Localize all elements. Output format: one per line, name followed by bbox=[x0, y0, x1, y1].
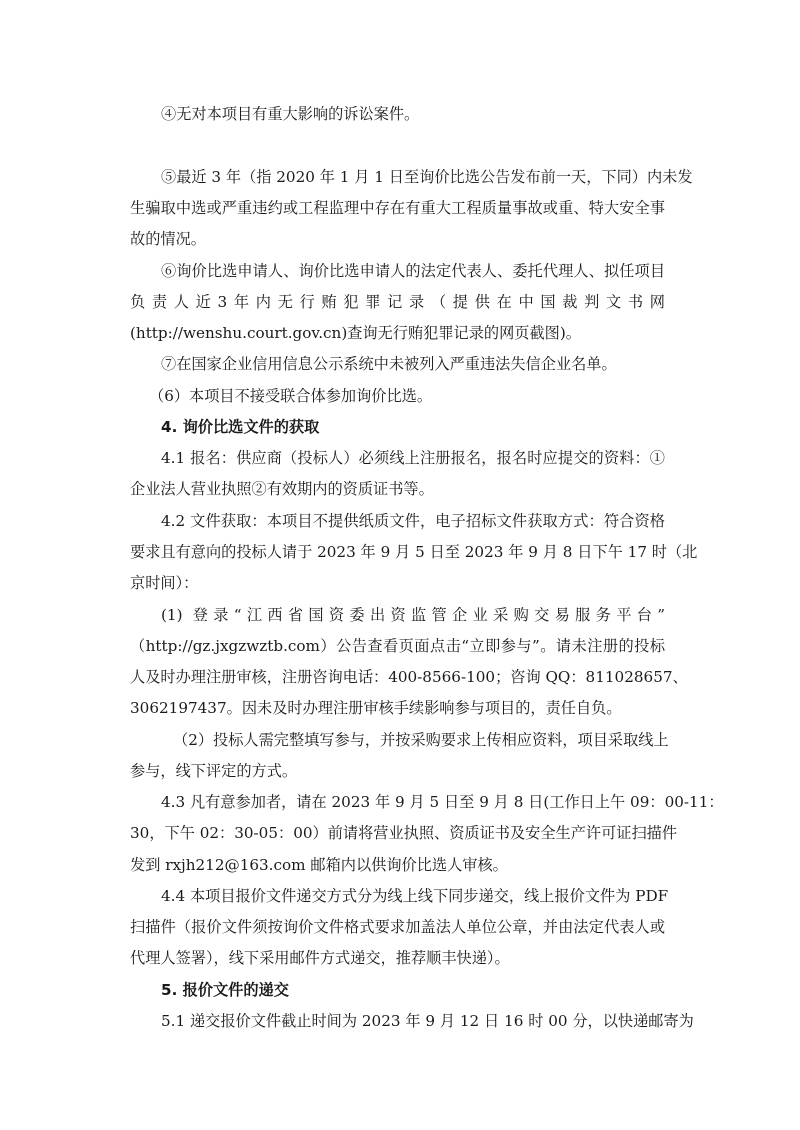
paragraph-line: 生骗取中选或严重违约或工程监理中存在有重大工程质量事故或重、特大安全事 bbox=[130, 199, 665, 217]
paragraph-line: （http://gz.jxgzwztb.com）公告查看页面点击“立即参与”。请未注册的投标 bbox=[130, 637, 665, 655]
section-heading: 5. 报价文件的递交 bbox=[161, 981, 289, 999]
paragraph-line: 3062197437。因未及时办理注册审核手续影响参与项目的，责任自负。 bbox=[130, 699, 622, 717]
paragraph-line: 要求且有意向的投标人请于 2023 年 9 月 5 日至 2023 年 9 月 8 日下午 17 时（北 bbox=[130, 543, 698, 561]
paragraph-line: 代理人签署），线下采用邮件方式递交，推荐顺丰快递）。 bbox=[130, 949, 510, 967]
paragraph-line: 5.1 递交报价文件截止时间为 2023 年 9 月 12 日 16 时 00 分，以快递邮寄为 bbox=[161, 1012, 694, 1030]
paragraph-line: 发到 rxjh212@163.com 邮箱内以供询价比选人审核。 bbox=[130, 856, 508, 874]
section-heading: 4. 询价比选文件的获取 bbox=[161, 418, 320, 436]
paragraph-line: 30，下午 02：30-05：00）前请将营业执照、资质证书及安全生产许可证扫描件 bbox=[130, 824, 678, 842]
paragraph-line: （2）投标人需完整填写参与，并按采购要求上传相应资料，项目采取线上 bbox=[173, 731, 669, 749]
paragraph-line: ④无对本项目有重大影响的诉讼案件。 bbox=[161, 105, 420, 123]
paragraph-line: 企业法人营业执照②有效期内的资质证书等。 bbox=[130, 480, 434, 498]
paragraph-line: 4.3 凡有意参加者，请在 2023 年 9 月 5 日至 9 月 8 日(工作日上午 09：00-11： bbox=[161, 793, 724, 811]
paragraph-line: ⑥询价比选申请人、询价比选申请人的法定代表人、委托代理人、拟任项目 bbox=[161, 262, 665, 280]
paragraph-line: 4.4 本项目报价文件递交方式分为线上线下同步递交，线上报价文件为 PDF bbox=[161, 887, 669, 905]
paragraph-line: 京时间）： bbox=[130, 574, 199, 592]
paragraph-line: (1) 登录“江西省国资委出资监管企业采购交易服务平台” bbox=[161, 606, 665, 624]
paragraph-line: 人及时办理注册审核，注册咨询电话：400-8566-100；咨询 QQ：811028657、 bbox=[130, 668, 688, 686]
paragraph-line: 4.1 报名：供应商（投标人）必须线上注册报名，报名时应提交的资料：① bbox=[161, 449, 665, 467]
paragraph-line: 4.2 文件获取：本项目不提供纸质文件，电子招标文件获取方式：符合资格 bbox=[161, 512, 665, 530]
paragraph-line: 扫描件（报价文件须按询价文件格式要求加盖法人单位公章，并由法定代表人或 bbox=[130, 918, 665, 936]
paragraph-line: 故的情况。 bbox=[130, 230, 206, 248]
paragraph-line: ⑤最近 3 年（指 2020 年 1 月 1 日至询价比选公告发布前一天，下同）内未发 bbox=[161, 168, 693, 186]
paragraph-line: ⑦在国家企业信用信息公示系统中未被列入严重违法失信企业名单。 bbox=[161, 355, 617, 373]
paragraph-line: (http://wenshu.court.gov.cn)查询无行贿犯罪记录的网页截图)。 bbox=[130, 324, 581, 342]
paragraph-line: （6）本项目不接受联合体参加询价比选。 bbox=[149, 387, 433, 405]
paragraph-line: 负责人近3年内无行贿犯罪记录（提供在中国裁判文书网 bbox=[130, 293, 665, 311]
paragraph-line: 参与，线下评定的方式。 bbox=[130, 762, 298, 780]
